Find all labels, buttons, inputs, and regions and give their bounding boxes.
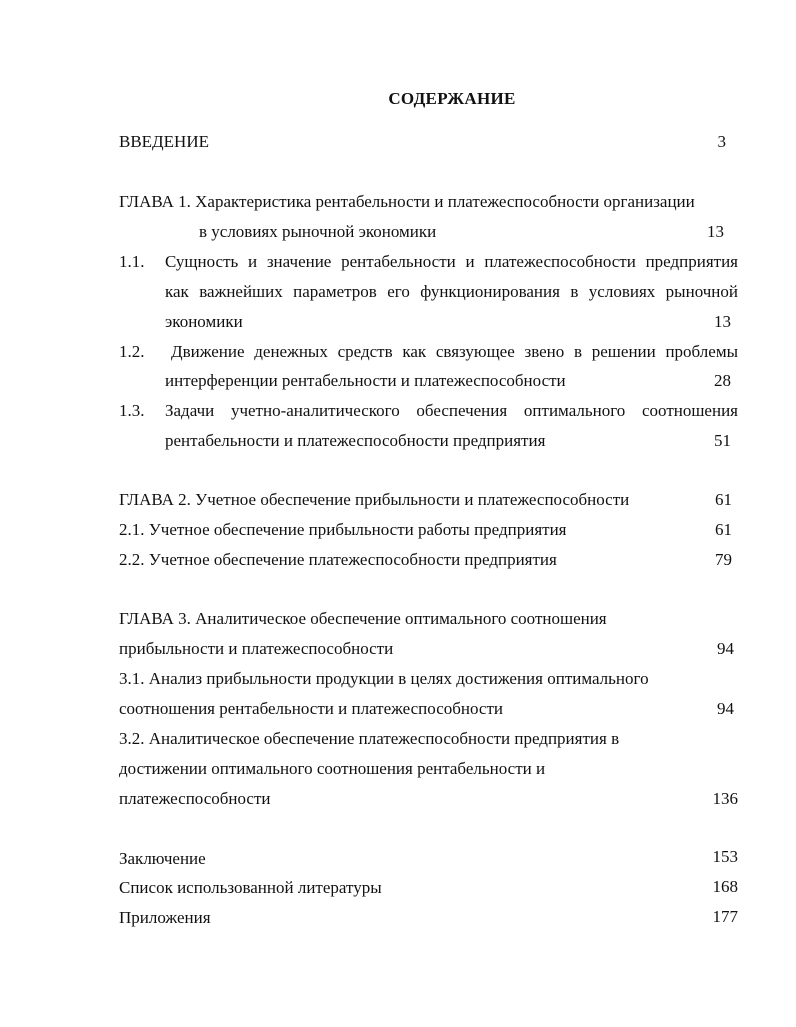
section-2-1: 2.1. Учетное обеспечение прибыльности работы предприятия [119,520,567,539]
section-3-1-page: 94 [717,699,734,718]
section-number: 1.2. [119,342,145,361]
section-1-1-line: экономики [165,312,243,331]
section-number: 1.3. [119,401,145,420]
section-3-1-line: 3.1. Анализ прибыльности продукции в целях достижения оптимального [119,669,649,688]
chapter-3-page: 94 [717,639,734,658]
section-1-3-page: 51 [714,431,731,450]
section-1-1-line: Сущность и значение рентабельности и платежеспособности предприятия [165,252,738,271]
section-3-1-line: соотношения рентабельности и платежеспособности [119,699,503,718]
toc-intro-page: 3 [717,132,726,151]
section-1-2-page: 28 [714,371,731,390]
chapter-1-title: ГЛАВА 1. Характеристика рентабельности и платежеспособности организации [119,192,695,211]
section-3-2-line: 3.2. Аналитическое обеспечение платежеспособности предприятия в [119,729,620,748]
section-1-2-line: Движение денежных средств как связующее звено в решении проблемы [171,342,738,361]
chapter-3-title-cont: прибыльности и платежеспособности [119,639,394,658]
section-2-2-page: 79 [715,550,732,569]
section-1-3-line: рентабельности и платежеспособности предприятия [165,431,546,450]
toc-appendices: Приложения [119,908,211,927]
section-3-2-line: достижении оптимального соотношения рентабельности и [119,759,546,778]
chapter-1-page: 13 [707,222,724,241]
section-number: 1.1. [119,252,145,271]
section-2-2: 2.2. Учетное обеспечение платежеспособности предприятия [119,550,557,569]
section-3-2-page: 136 [712,789,738,808]
page-title: СОДЕРЖАНИЕ [388,89,516,108]
chapter-3-title: ГЛАВА 3. Аналитическое обеспечение оптимального соотношения [119,609,607,628]
section-1-2-line: интерференции рентабельности и платежеспособности [165,371,566,390]
section-2-1-page: 61 [715,520,732,539]
toc-intro-label: ВВЕДЕНИЕ [119,132,209,151]
chapter-2-title: ГЛАВА 2. Учетное обеспечение прибыльности и платежеспособности [119,490,630,509]
toc-conclusion-page: 153 [712,847,738,866]
section-1-1-line: как важнейших параметров его функционирования в условиях рыночной [165,282,738,301]
toc-references-page: 168 [712,877,738,896]
section-3-2-line: платежеспособности [119,789,271,808]
section-1-3-line: Задачи учетно-аналитического обеспечения оптимального соотношения [165,401,738,420]
chapter-1-title-cont: в условиях рыночной экономики [199,222,437,241]
section-1-1-page: 13 [714,312,731,331]
toc-references: Список использованной литературы [119,878,382,897]
toc-appendices-page: 177 [712,907,738,926]
chapter-2-page: 61 [715,490,732,509]
toc-conclusion: Заключение [119,849,206,868]
